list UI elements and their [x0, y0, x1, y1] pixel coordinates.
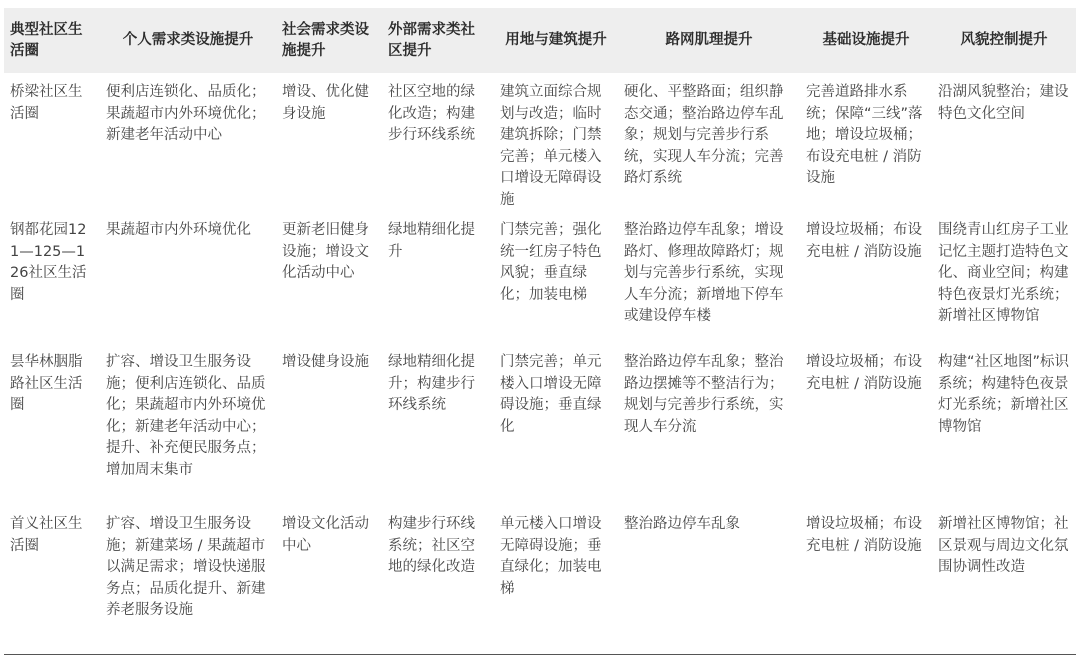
header-row — [4, 8, 1076, 73]
cell-road-network: 整治路边停车乱象；整治路边摆摊等不整洁行为；规划与完善步行系统，实现人车分流 — [624, 354, 784, 435]
header-community: 典型社区生活圈 — [10, 21, 83, 59]
cell-social: 增设健身设施 — [282, 354, 369, 370]
cell-style-control: 沿湖风貌整治；建设特色文化空间 — [938, 84, 1069, 122]
cell-external: 社区空地的绿化改造；构建步行环线系统 — [388, 84, 475, 143]
cell-infrastructure: 增设垃圾桶；布设充电桩 / 消防设施 — [800, 510, 932, 654]
table-row — [4, 510, 1076, 654]
cell-community: 桥梁社区生活圈 — [10, 84, 83, 122]
table-row — [4, 348, 1076, 510]
cell-land-building: 建筑立面综合规划与改造；临时建筑拆除；门禁完善；单元楼入口增设无障碍设施 — [500, 84, 602, 208]
header-external-community: 外部需求类社区提升 — [388, 21, 475, 59]
cell-social: 增设、优化健身设施 — [282, 84, 369, 122]
cell-infrastructure: 完善道路排水系统；保障“三线”落地；增设垃圾桶；布设充电桩 / 消防设施 — [806, 84, 923, 186]
cell-land-building: 门禁完善；单元楼入口增设无障碍设施；垂直绿化 — [500, 354, 602, 435]
cell-infrastructure: 增设垃圾桶；布设充电桩 / 消防设施 — [806, 354, 922, 392]
cell-social: 增设文化活动中心 — [276, 510, 382, 654]
table-row — [4, 73, 1076, 216]
cell-personal: 便利店连锁化、品质化；果蔬超市内外环境优化；新建老年活动中心 — [106, 84, 266, 143]
cell-external: 构建步行环线系统；社区空地的绿化改造 — [382, 510, 494, 654]
cell-community: 昙华林胭脂路社区生活圈 — [10, 354, 83, 413]
header-road-network: 路网肌理提升 — [665, 32, 753, 48]
cell-personal: 扩容、增设卫生服务设施；新建菜场 / 果蔬超市以满足需求；增设快递服务点；品质化提升、新建养老服务设施 — [100, 510, 276, 654]
cell-social: 更新老旧健身设施；增设文化活动中心 — [282, 222, 369, 281]
cell-external: 绿地精细化提升；构建步行环线系统 — [388, 354, 475, 413]
cell-community: 钢都花园121—125—126社区生活圈 — [10, 222, 87, 303]
cell-road-network: 硬化、平整路面；组织静态交通；整治路边停车乱象；规划与完善步行系统，实现人车分流；完善路灯系统 — [624, 84, 784, 186]
cell-community: 首义社区生活圈 — [4, 510, 100, 654]
cell-road-network: 整治路边停车乱象 — [618, 510, 800, 654]
community-improvement-table — [4, 8, 1076, 655]
cell-personal: 扩容、增设卫生服务设施；便利店连锁化、品质化；果蔬超市内外环境优化；新建老年活动中心；提升、补充便民服务点；增加周末集市 — [106, 354, 266, 478]
cell-land-building: 单元楼入口增设无障碍设施；垂直绿化；加装电梯 — [494, 510, 618, 654]
cell-external: 绿地精细化提升 — [388, 222, 475, 260]
header-infrastructure: 基础设施提升 — [822, 32, 910, 48]
cell-personal: 果蔬超市内外环境优化 — [106, 222, 251, 238]
cell-land-building: 门禁完善；强化统一红房子特色风貌；垂直绿化；加装电梯 — [500, 222, 602, 303]
cell-style-control: 围绕青山红房子工业记忆主题打造特色文化、商业空间；构建特色夜景灯光系统；新增社区博物馆 — [938, 222, 1069, 324]
cell-style-control: 构建“社区地图”标识系统；构建特色夜景灯光系统；新增社区博物馆 — [938, 354, 1070, 435]
table-row — [4, 216, 1076, 348]
header-social-facilities: 社会需求类设施提升 — [282, 21, 369, 59]
header-land-building: 用地与建筑提升 — [505, 32, 607, 48]
header-style-control: 风貌控制提升 — [960, 32, 1048, 48]
cell-road-network: 整治路边停车乱象；增设路灯、修理故障路灯；规划与完善步行系统，实现人车分流；新增地下停车或建设停车楼 — [624, 222, 784, 324]
cell-style-control: 新增社区博物馆；社区景观与周边文化氛围协调性改造 — [932, 510, 1076, 654]
header-personal-facilities: 个人需求类设施提升 — [122, 32, 254, 48]
cell-infrastructure: 增设垃圾桶；布设充电桩 / 消防设施 — [806, 222, 922, 260]
